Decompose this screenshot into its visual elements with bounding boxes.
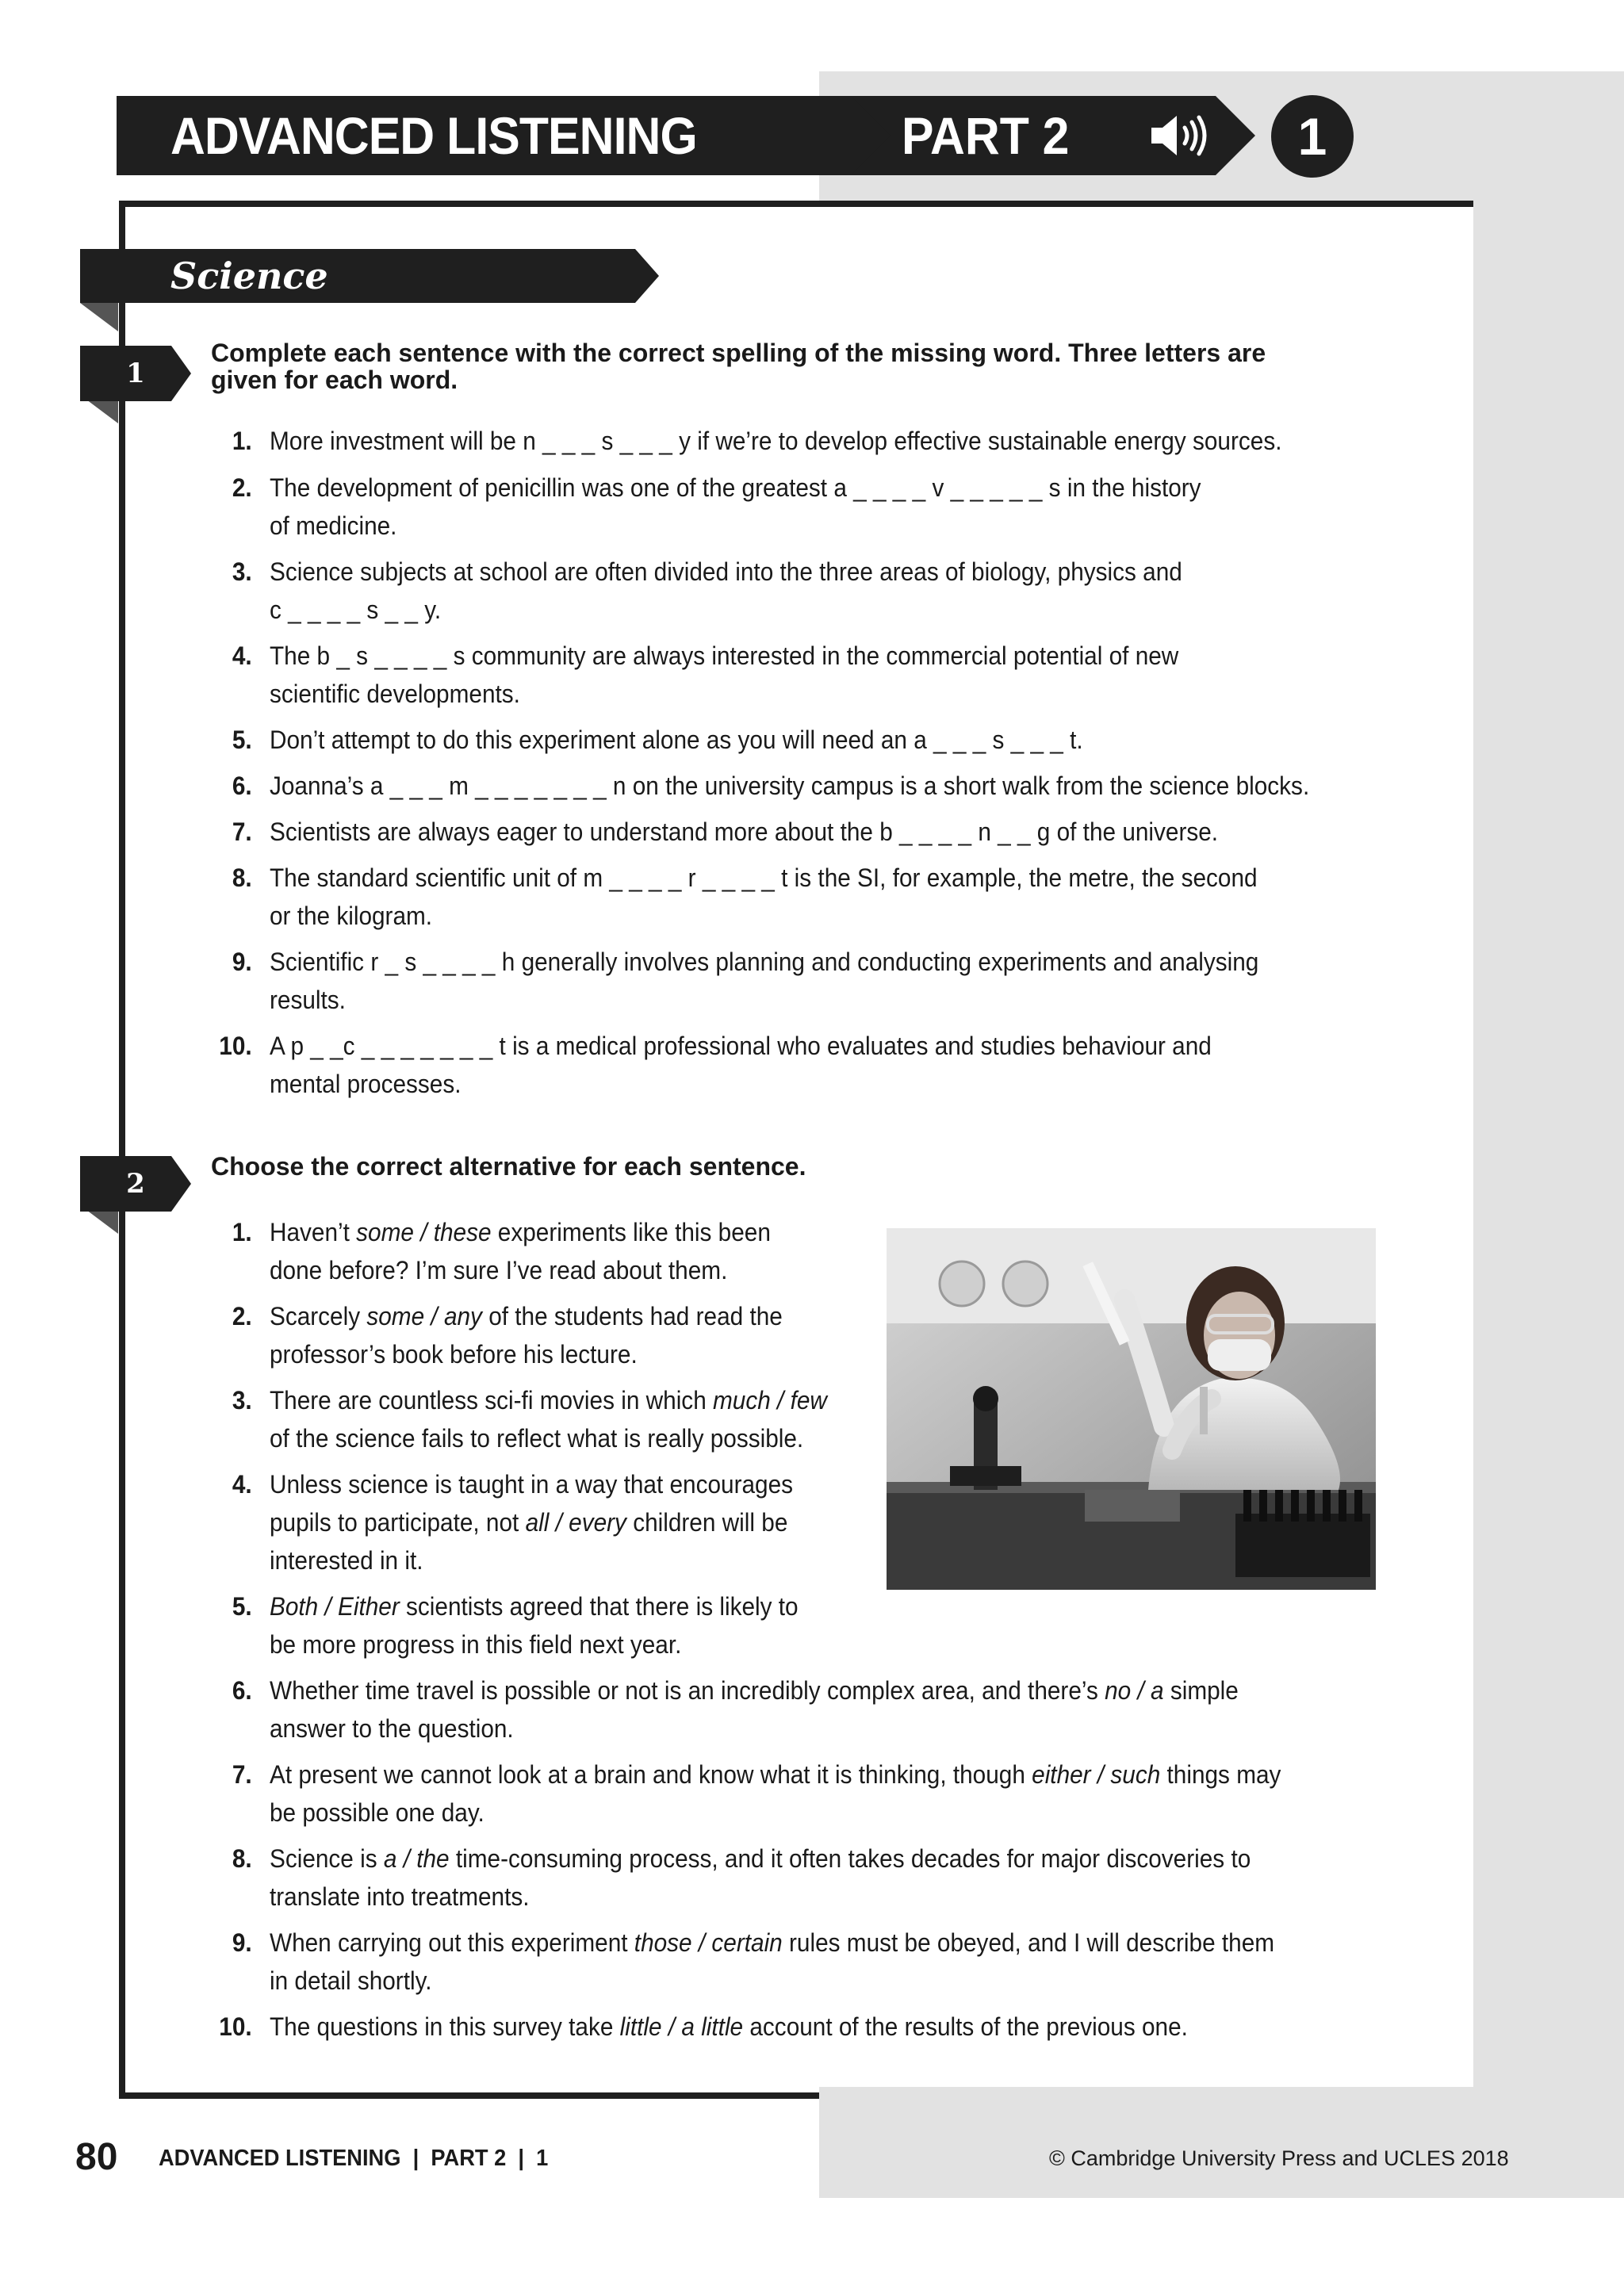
item-text-part: When carrying out this experiment: [269, 1928, 634, 1957]
speaker-icon: [1150, 113, 1213, 158]
item-text-part: At present we cannot look at a brain and know what it is thinking, though: [269, 1760, 1032, 1789]
item-number: 7.: [232, 1760, 252, 1789]
copyright: © Cambridge University Press and UCLES 2018: [1049, 2146, 1509, 2170]
item-line: Science subjects at school are often divided into the three areas of biology, physics and: [269, 557, 1182, 586]
item-number: 1.: [232, 427, 252, 455]
item-line: [270, 1587, 1361, 1625]
item-text: [270, 637, 1361, 713]
item-text-part: children will be: [626, 1508, 788, 1537]
item-number: 4.: [232, 1470, 252, 1499]
item-text-part: rules must be obeyed, and I will describe them: [782, 1928, 1275, 1957]
item-text-part: account of the results of the previous one.: [743, 2012, 1188, 2041]
item-number: 4.: [232, 641, 252, 670]
exercise-2-number: 2: [126, 1168, 145, 1200]
item-text-part: pupils to participate, not: [269, 1508, 526, 1537]
item-line: Don’t attempt to do this experiment alone as you will need an a _ _ _ s _ _ _ t.: [269, 726, 1083, 754]
item-number: 8.: [232, 863, 252, 892]
item-text: [270, 2008, 1361, 2046]
item-text-part: experiments like this been: [491, 1218, 771, 1246]
item-line: More investment will be n _ _ _ s _ _ _ y if we’re to develop effective sustainable energy sources.: [269, 427, 1282, 455]
item-text-part: of the students had read the: [481, 1302, 783, 1330]
item-line: scientific developments.: [269, 680, 520, 708]
alternative-choice: some / any: [366, 1302, 482, 1330]
alternative-choice: little / a little: [619, 2012, 744, 2041]
item-line: of the science fails to reflect what is really possible.: [269, 1424, 804, 1453]
item-line: [270, 1840, 1361, 1878]
alternative-choice: those / certain: [634, 1928, 783, 1957]
item-line: in detail shortly.: [269, 1966, 432, 1995]
item-text: [270, 422, 1361, 460]
item-line: [270, 1671, 1361, 1709]
item-number: 1.: [232, 1218, 252, 1246]
item-text-part: time-consuming process, and it often takes decades for major discoveries to: [449, 1844, 1251, 1873]
section-title: Science: [170, 255, 328, 297]
item-line: Scientific r _ s _ _ _ _ h generally involves planning and conducting experiments and analysing: [269, 948, 1259, 976]
exercise-2-instruction: Choose the correct alternative for each sentence.: [211, 1152, 806, 1181]
item-text-part: simple: [1163, 1676, 1239, 1705]
exercise-1-instruction: [211, 339, 1353, 393]
item-line: be more progress in this field next year.: [269, 1630, 682, 1659]
item-line: Scientists are always eager to understand more about the b _ _ _ _ n _ _ g of the universe.: [269, 817, 1219, 846]
item-text: [270, 721, 1361, 759]
item-text: [270, 1587, 1361, 1664]
alternative-choice: a / the: [383, 1844, 450, 1873]
item-text: [270, 1671, 1361, 1748]
item-number: 6.: [232, 1676, 252, 1705]
item-line: The standard scientific unit of m _ _ _ _ r _ _ _ _ t is the SI, for example, the metre, the second: [269, 863, 1258, 892]
item-number: 10.: [219, 1032, 252, 1060]
item-number: 2.: [232, 473, 252, 502]
footer-background: [819, 2087, 1624, 2198]
alternative-choice: no / a: [1105, 1676, 1164, 1705]
item-line: A p _ _c _ _ _ _ _ _ _ t is a medical professional who evaluates and studies behaviour and: [269, 1032, 1212, 1060]
item-line: c _ _ _ _ s _ _ y.: [269, 595, 442, 624]
page-number: 80: [75, 2136, 118, 2178]
item-number: 3.: [232, 1386, 252, 1415]
item-text: [270, 943, 1361, 1019]
item-text-part: The questions in this survey take: [269, 2012, 620, 2041]
item-line: answer to the question.: [269, 1714, 514, 1743]
item-text-part: Haven’t: [269, 1218, 357, 1246]
item-text-part: things may: [1160, 1760, 1281, 1789]
item-text: [270, 859, 1361, 935]
item-line: interested in it.: [269, 1546, 423, 1575]
item-text-part: Scarcely: [269, 1302, 367, 1330]
item-line: of medicine.: [269, 511, 397, 540]
item-text-part: There are countless sci-fi movies in which: [269, 1386, 714, 1415]
item-line: or the kilogram.: [269, 902, 433, 930]
alternative-choice: much / few: [713, 1386, 827, 1415]
item-line: [270, 1755, 1361, 1794]
item-text: [270, 1924, 1361, 2000]
item-text-part: scientists agreed that there is likely to: [399, 1592, 799, 1621]
item-text: [270, 553, 1361, 629]
item-number: 6.: [232, 771, 252, 800]
item-text: [270, 469, 1361, 545]
alternative-choice: all / every: [525, 1508, 626, 1537]
item-line: The development of penicillin was one of the greatest a _ _ _ _ v _ _ _ _ _ s in the history: [269, 473, 1201, 502]
item-line: professor’s book before his lecture.: [269, 1340, 638, 1369]
item-text-part: Science is: [269, 1844, 384, 1873]
item-text: [270, 1840, 1361, 1916]
alternative-choice: either / such: [1032, 1760, 1161, 1789]
alternative-choice: some / these: [356, 1218, 492, 1246]
instruction-line: Complete each sentence with the correct spelling of the missing word. Three letters are: [211, 339, 1266, 367]
exercise-1-number: 1: [126, 358, 145, 389]
item-number: 5.: [232, 726, 252, 754]
item-text: [270, 1755, 1361, 1832]
section-ribbon: [80, 249, 659, 303]
item-line: The b _ s _ _ _ _ s community are always interested in the commercial potential of new: [269, 641, 1179, 670]
item-number: 3.: [232, 557, 252, 586]
item-line: results.: [269, 986, 346, 1014]
instruction-line: given for each word.: [211, 366, 458, 394]
item-number: 2.: [232, 1302, 252, 1330]
footer-label: ADVANCED LISTENING | PART 2 | 1: [159, 2146, 549, 2171]
item-text-part: Whether time travel is possible or not is an incredibly complex area, and there’s: [269, 1676, 1105, 1705]
item-line: Joanna’s a _ _ _ m _ _ _ _ _ _ _ n on the university campus is a short walk from the science blocks.: [269, 771, 1310, 800]
item-text-part: Unless science is taught in a way that encourages: [269, 1470, 794, 1499]
ribbon-fold: [80, 303, 118, 331]
item-line: done before? I’m sure I’ve read about them.: [269, 1256, 728, 1284]
item-text: [270, 813, 1361, 851]
item-line: mental processes.: [269, 1070, 462, 1098]
scientist-photo: [887, 1228, 1376, 1590]
alternative-choice: Both / Either: [269, 1592, 400, 1621]
item-number: 9.: [232, 1928, 252, 1957]
page-title: ADVANCED LISTENING: [170, 106, 697, 165]
track-number-badge: 1: [1271, 95, 1354, 178]
item-number: 8.: [232, 1844, 252, 1873]
item-text: [270, 1027, 1361, 1103]
part-label: PART 2: [902, 106, 1070, 165]
item-line: be possible one day.: [269, 1798, 485, 1827]
item-line: [270, 2008, 1361, 2046]
item-text: [270, 767, 1361, 805]
item-number: 5.: [232, 1592, 252, 1621]
item-line: [270, 1924, 1361, 1962]
item-line: translate into treatments.: [269, 1882, 530, 1911]
item-number: 10.: [219, 2012, 252, 2041]
item-number: 7.: [232, 817, 252, 846]
item-number: 9.: [232, 948, 252, 976]
